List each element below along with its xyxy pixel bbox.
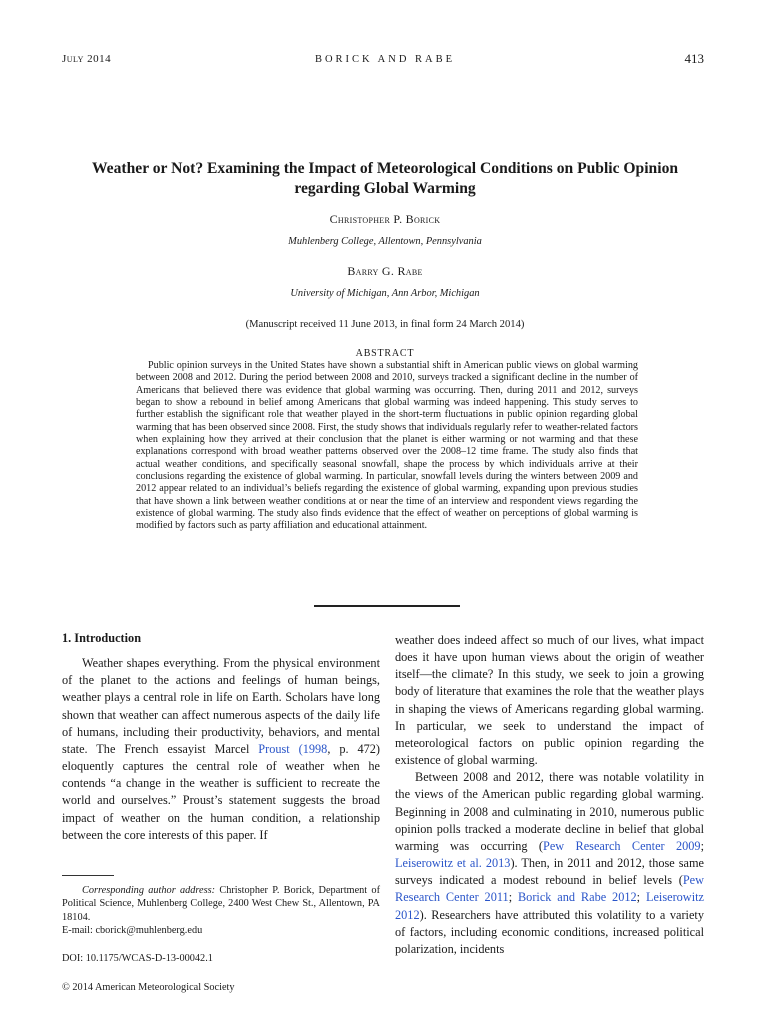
doi: DOI: 10.1175/WCAS-D-13-00042.1	[62, 953, 213, 964]
author-affiliation-1: Muhlenberg College, Allentown, Pennsylvania	[288, 236, 482, 247]
citation-link-leiserowitz-2012[interactable]: Leiserowitz 2012	[395, 890, 704, 922]
right-column	[395, 632, 704, 958]
manuscript-note: (Manuscript received 11 June 2013, in final form 24 March 2014)	[245, 319, 525, 330]
page-number: 413	[684, 51, 704, 66]
footnote-rule	[62, 875, 114, 876]
footnote-label: Corresponding author address:	[82, 885, 216, 896]
intro-paragraph-2: weather does indeed affect so much of our lives, what impact does it have upon human views about the origin of weather itself—the climate? In this study, we seek to join a growing body of literature that examines the role that the weather plays in shaping the views of Americans regarding global warming. In particular, we seek to understand the impact of meteorological factors on public opinion regarding the existence of global warming.	[395, 633, 704, 768]
author-name-1: Christopher P. Borick	[329, 212, 441, 226]
author-affiliation-2: University of Michigan, Ann Arbor, Michigan	[290, 288, 480, 299]
abstract-text: Public opinion surveys in the United States have shown a substantial shift in American public views on global warming between 2008 and 2012. During the period between 2008 and 2010, surveys tracked a significant decline in the number of Americans that believed there was evidence that global warming was occurring. Then, during 2011 and 2012, surveys began to show a rebound in belief among Americans that global warming was indeed happening. This study serves to further establish the significant role that weather played in the short-term fluctuations in public opinion regarding global warming that has been observed since 2008. First, the study shows that individuals regularly refer to weather-related factors when explaining how they arrived at their conclusion that the planet is either warming or not warming and that these explanations correspond with broad weather patterns observed over the 2008–12 time frame. The study also finds that actual weather conditions, and specifically seasonal snowfall, shape the process by which individuals arrive at their conclusions regarding the existence of global warming. In particular, snowfall levels during the winters between 2009 and 2012 appear related to an individual’s beliefs regarding the existence of global warming, expanding upon previous studies that have shown a link between weather conditions at or near the time of an interview and respondent views regarding the existence of global warming. The study also finds evidence that the effect of weather on perceptions of global warming is modified by factors such as party affiliation and educational attainment.	[136, 360, 638, 532]
intro-paragraph-1: Weather shapes everything. From the physical environment of the planet to the actions and feelings of human beings, weather plays a central role in life on Earth. Scholars have long shown that weather can affect numerous aspects of the daily life of humans, including their productivity, behaviors, and mental state. The French essayist Marcel Proust (1998, p. 472) eloquently captures the central role of weather when he contends “a change in the weather is sufficient to recreate the world and ourselves.” Proust’s statement suggests the broad impact of weather on the human condition, a relationship between the core interests of this paper. If	[62, 656, 380, 842]
section-divider	[314, 605, 460, 607]
running-header-date: July 2014	[62, 53, 112, 65]
footnote	[62, 884, 380, 937]
abstract-heading: ABSTRACT	[355, 348, 415, 359]
citation-link-proust[interactable]: Proust (1998	[258, 741, 328, 756]
copyright: © 2014 American Meteorological Society	[62, 982, 235, 993]
citation-link-borick-rabe-2012[interactable]: Borick and Rabe 2012	[517, 890, 637, 905]
left-column	[62, 630, 380, 844]
footnote-address: Corresponding author address: Christopher P. Borick, Department of Political Science, Muhlenberg College, 2400 West Chew St., Allentown, PA 18104.	[62, 885, 381, 923]
intro-paragraph-3: Between 2008 and 2012, there was notable volatility in the views of the American public regarding global warming. Beginning in 2008 and culminating in 2010, numerous public opinion polls tracked a moderate decline in belief that global warming was occurring (Pew Research Center 2009; Leiserowitz et al. 2013). Then, in 2011 and 2012, those same surveys indicated a modest rebound in belief levels (Pew Research Center 2011; Borick and Rabe 2012; Leiserowitz 2012). Researchers have attributed this volatility to a variety of factors, including economic conditions, increased political polarization, incidents	[395, 770, 705, 956]
citation-link-leiserowitz-2013[interactable]: Leiserowitz et al. 2013	[395, 856, 511, 871]
citation-link-pew-2009[interactable]: Pew Research Center 2009	[543, 838, 701, 853]
author-name-2: Barry G. Rabe	[347, 264, 423, 278]
citation-link-pew-2011[interactable]: Pew Research Center 2011	[395, 873, 704, 905]
article-title: Weather or Not? Examining the Impact of Meteorological Conditions on Public Opinion regarding Global Warming	[91, 160, 679, 197]
footnote-email: E-mail: cborick@muhlenberg.edu	[62, 924, 203, 936]
abstract-body	[136, 360, 638, 533]
running-header-title: BORICK AND RABE	[314, 54, 456, 65]
section-heading: 1. Introduction	[62, 631, 142, 645]
